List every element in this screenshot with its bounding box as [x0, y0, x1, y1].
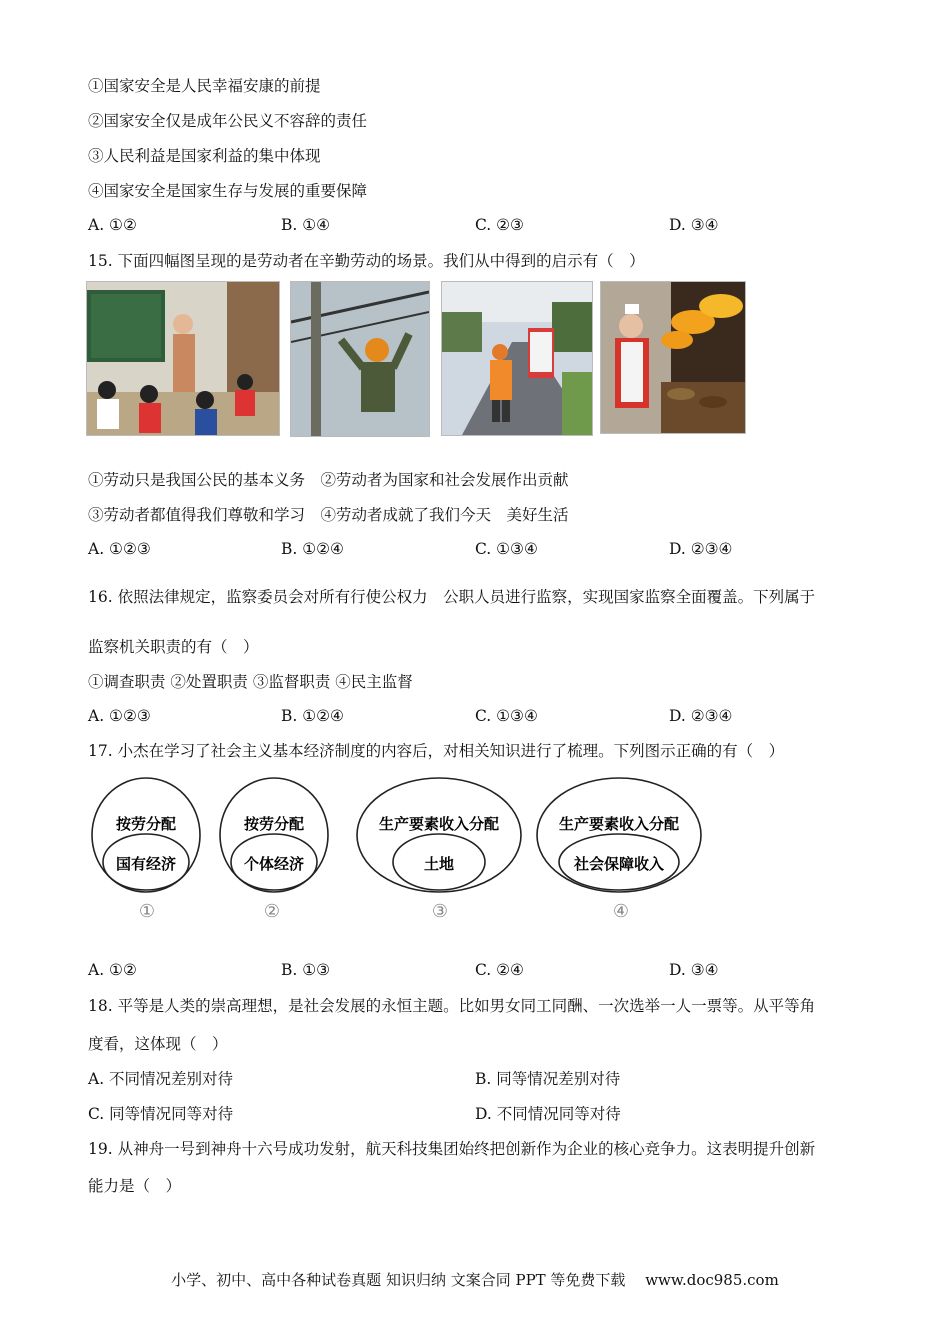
diagram-1: [90, 775, 202, 929]
diagram-2-number: ②: [263, 901, 281, 922]
q15-option-a[interactable]: A. ①②③: [88, 540, 151, 558]
q15-option-d[interactable]: D. ②③④: [669, 540, 733, 558]
q14-statement-4: ④国家安全是国家生存与发展的重要保障: [88, 182, 368, 200]
q16-statements: ①调查职责 ②处置职责 ③监督职责 ④民主监督: [88, 673, 413, 691]
q16-option-b[interactable]: B. ①②④: [281, 707, 344, 725]
diagram-2-inner-label: 个体经济: [243, 855, 305, 873]
cook-photo: [600, 281, 746, 434]
q19-stem-line2: 能力是（ ）: [88, 1177, 182, 1195]
q15-statement-line2: ③劳动者都值得我们尊敬和学习 ④劳动者成就了我们今天 美好生活: [88, 506, 569, 524]
q15-statement-line1: ①劳动只是我国公民的基本义务 ②劳动者为国家和社会发展作出贡献: [88, 471, 569, 489]
q18-option-c[interactable]: C. 同等情况同等对待: [88, 1105, 234, 1123]
diagram-1-number: ①: [138, 901, 156, 922]
diagram-2: [218, 775, 330, 929]
q14-statement-2: ②国家安全仅是成年公民义不容辞的责任: [88, 112, 368, 130]
q15-option-c[interactable]: C. ①③④: [475, 540, 538, 558]
q14-option-b[interactable]: B. ①④: [281, 216, 331, 234]
page-footer: 小学、初中、高中各种试卷真题 知识归纳 文案合同 PPT 等免费下载 www.doc985.com: [171, 1271, 779, 1289]
q17-option-d[interactable]: D. ③④: [669, 961, 719, 979]
q16-option-a[interactable]: A. ①②③: [88, 707, 151, 725]
street-cleaner-photo: [441, 281, 593, 436]
diagram-3-outer-label: 生产要素收入分配: [378, 815, 500, 833]
diagram-1-inner-label: 国有经济: [115, 855, 177, 873]
q14-option-c[interactable]: C. ②③: [475, 216, 524, 234]
diagram-1-outer-label: 按劳分配: [115, 815, 177, 833]
q14-option-a[interactable]: A. ①②: [88, 216, 137, 234]
diagram-3: [355, 775, 525, 929]
q17-option-b[interactable]: B. ①③: [281, 961, 331, 979]
diagram-2-outer-label: 按劳分配: [243, 815, 305, 833]
diagram-3-number: ③: [431, 901, 449, 922]
q14-statement-3: ③人民利益是国家利益的集中体现: [88, 147, 321, 165]
q19-stem-line1: 19. 从神舟一号到神舟十六号成功发射，航天科技集团始终把创新作为企业的核心竞争力。这表明提升创新: [88, 1140, 816, 1158]
diagram-4: [535, 775, 705, 929]
q16-option-d[interactable]: D. ②③④: [669, 707, 733, 725]
q15-option-b[interactable]: B. ①②④: [281, 540, 344, 558]
q14-option-d[interactable]: D. ③④: [669, 216, 719, 234]
diagram-3-inner-label: 土地: [423, 855, 455, 873]
q18-option-a[interactable]: A. 不同情况差别对待: [88, 1070, 234, 1088]
q14-statement-1: ①国家安全是人民幸福安康的前提: [88, 77, 321, 95]
lineman-photo: [290, 281, 430, 437]
q16-stem-line1: 16. 依照法律规定，监察委员会对所有行使公权力 公职人员进行监察，实现国家监察全面覆盖。下列属于: [88, 588, 816, 606]
q18-option-d[interactable]: D. 不同情况同等对待: [475, 1105, 621, 1123]
teacher-photo: [86, 281, 280, 436]
q16-option-c[interactable]: C. ①③④: [475, 707, 538, 725]
q18-stem-line1: 18. 平等是人类的崇高理想，是社会发展的永恒主题。比如男女同工同酬、一次选举一人一票等。从平等角: [88, 997, 816, 1015]
diagram-4-outer-label: 生产要素收入分配: [558, 815, 680, 833]
q17-option-c[interactable]: C. ②④: [475, 961, 524, 979]
q18-option-b[interactable]: B. 同等情况差别对待: [475, 1070, 621, 1088]
diagram-4-number: ④: [612, 901, 630, 922]
q17-stem: 17. 小杰在学习了社会主义基本经济制度的内容后，对相关知识进行了梳理。下列图示正确的有（ ）: [88, 742, 785, 760]
q17-option-a[interactable]: A. ①②: [88, 961, 137, 979]
diagram-4-inner-label: 社会保障收入: [573, 855, 665, 873]
q16-stem-line2: 监察机关职责的有（ ）: [88, 638, 259, 656]
q15-stem: 15. 下面四幅图呈现的是劳动者在辛勤劳动的场景。我们从中得到的启示有（ ）: [88, 252, 645, 270]
q18-stem-line2: 度看，这体现（ ）: [88, 1035, 228, 1053]
